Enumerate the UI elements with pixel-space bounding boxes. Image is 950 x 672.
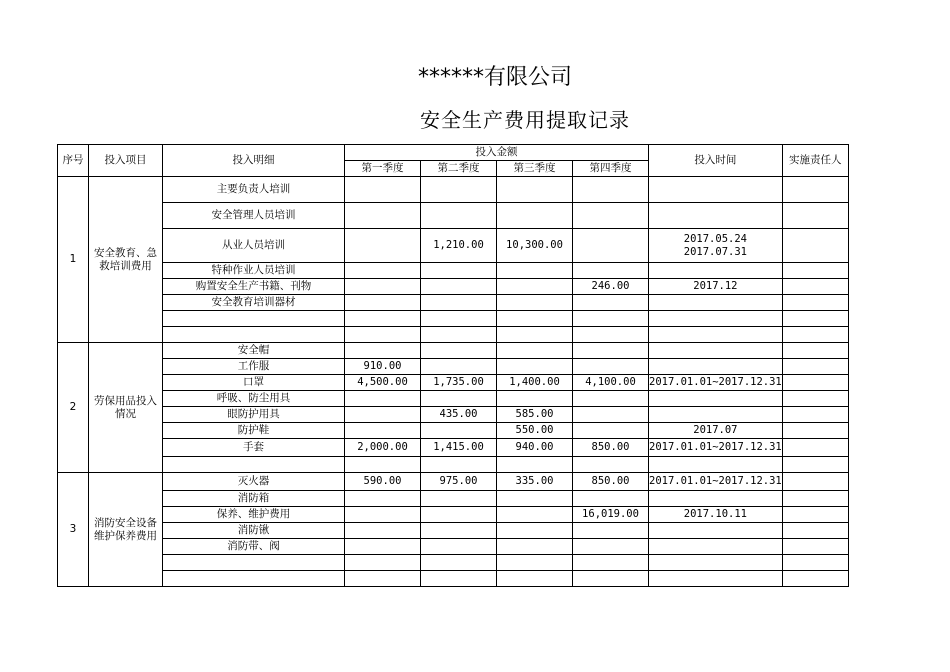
- q2-amount-cell: [421, 391, 497, 407]
- time-cell: [649, 327, 783, 343]
- q4-amount-cell: [573, 359, 649, 375]
- q1-amount-cell: [345, 327, 421, 343]
- detail-cell: 消防带、阀: [163, 539, 345, 555]
- time-cell: 2017.01.01~2017.12.31: [649, 439, 783, 457]
- q3-amount-cell: [497, 295, 573, 311]
- detail-cell: [163, 555, 345, 571]
- responsible-cell: [782, 539, 848, 555]
- responsible-cell: [782, 407, 848, 423]
- q1-amount-cell: 590.00: [345, 473, 421, 491]
- q2-amount-cell: 1,210.00: [421, 229, 497, 263]
- time-cell: 2017.12: [649, 279, 783, 295]
- q2-amount-cell: [421, 279, 497, 295]
- q4-amount-cell: [573, 343, 649, 359]
- q4-amount-cell: [573, 457, 649, 473]
- q2-amount-cell: 1,735.00: [421, 375, 497, 391]
- q3-amount-cell: 1,400.00: [497, 375, 573, 391]
- table-row: [58, 457, 849, 473]
- detail-cell: 消防锹: [163, 523, 345, 539]
- table-row: [58, 407, 849, 423]
- q1-amount-cell: [345, 491, 421, 507]
- q3-amount-cell: 10,300.00: [497, 229, 573, 263]
- responsible-cell: [782, 177, 848, 203]
- responsible-cell: [782, 391, 848, 407]
- table-row: [58, 311, 849, 327]
- q3-amount-cell: [497, 491, 573, 507]
- time-cell: 2017.10.11: [649, 507, 783, 523]
- time-cell: [649, 457, 783, 473]
- responsible-cell: [782, 229, 848, 263]
- q1-amount-cell: 910.00: [345, 359, 421, 375]
- table-row: [58, 203, 849, 229]
- group-seq: 3: [58, 473, 89, 587]
- responsible-cell: [782, 571, 848, 587]
- q1-amount-cell: [345, 507, 421, 523]
- q1-amount-cell: [345, 555, 421, 571]
- detail-cell: 消防箱: [163, 491, 345, 507]
- q4-amount-cell: 16,019.00: [573, 507, 649, 523]
- detail-cell: 口罩: [163, 375, 345, 391]
- header-seq: 序号: [58, 145, 89, 177]
- q2-amount-cell: 975.00: [421, 473, 497, 491]
- detail-cell: 主要负责人培训: [163, 177, 345, 203]
- responsible-cell: [782, 279, 848, 295]
- q1-amount-cell: [345, 407, 421, 423]
- q2-amount-cell: [421, 295, 497, 311]
- q4-amount-cell: [573, 523, 649, 539]
- time-line-1: 2017.05.24: [683, 232, 747, 245]
- table-row: [58, 375, 849, 391]
- detail-cell: 工作服: [163, 359, 345, 375]
- q1-amount-cell: [345, 177, 421, 203]
- responsible-cell: [782, 523, 848, 539]
- time-cell: [649, 407, 783, 423]
- q1-amount-cell: [345, 571, 421, 587]
- responsible-cell: [782, 423, 848, 439]
- header-amount: 投入金额: [345, 145, 649, 161]
- detail-cell: 灭火器: [163, 473, 345, 491]
- header-q2: 第二季度: [421, 161, 497, 177]
- q4-amount-cell: [573, 203, 649, 229]
- table-row: [58, 523, 849, 539]
- time-cell: [649, 177, 783, 203]
- responsible-cell: [782, 327, 848, 343]
- time-cell: [649, 491, 783, 507]
- time-cell: [649, 523, 783, 539]
- q4-amount-cell: [573, 263, 649, 279]
- responsible-cell: [782, 295, 848, 311]
- q1-amount-cell: [345, 229, 421, 263]
- header-item: 投入项目: [89, 145, 163, 177]
- q2-amount-cell: [421, 263, 497, 279]
- table-row: [58, 359, 849, 375]
- q1-amount-cell: 4,500.00: [345, 375, 421, 391]
- q3-amount-cell: [497, 343, 573, 359]
- q4-amount-cell: [573, 391, 649, 407]
- group-seq: 1: [58, 177, 89, 343]
- table-row: [58, 279, 849, 295]
- q1-amount-cell: [345, 423, 421, 439]
- responsible-cell: [782, 439, 848, 457]
- expense-record-table: [57, 144, 849, 587]
- q2-amount-cell: [421, 177, 497, 203]
- q1-amount-cell: [345, 263, 421, 279]
- time-cell: [649, 571, 783, 587]
- q3-amount-cell: 335.00: [497, 473, 573, 491]
- detail-cell: 防护鞋: [163, 423, 345, 439]
- q3-amount-cell: [497, 311, 573, 327]
- table-row: [58, 539, 849, 555]
- detail-cell: 手套: [163, 439, 345, 457]
- table-row: [58, 423, 849, 439]
- q3-amount-cell: [497, 263, 573, 279]
- time-cell: 2017.01.01~2017.12.31: [649, 473, 783, 491]
- responsible-cell: [782, 555, 848, 571]
- responsible-cell: [782, 375, 848, 391]
- q3-amount-cell: [497, 391, 573, 407]
- q1-amount-cell: [345, 523, 421, 539]
- table-row: [58, 391, 849, 407]
- q3-amount-cell: [497, 327, 573, 343]
- header-q4: 第四季度: [573, 161, 649, 177]
- time-cell: [649, 555, 783, 571]
- time-cell: [649, 539, 783, 555]
- q2-amount-cell: 1,415.00: [421, 439, 497, 457]
- group-item: 安全教育、急救培训费用: [89, 177, 163, 343]
- document-title: 安全生产费用提取记录: [420, 108, 630, 132]
- table-row: [58, 327, 849, 343]
- q3-amount-cell: [497, 177, 573, 203]
- q3-amount-cell: [497, 555, 573, 571]
- q3-amount-cell: [497, 523, 573, 539]
- header-q3: 第三季度: [497, 161, 573, 177]
- q2-amount-cell: [421, 539, 497, 555]
- q1-amount-cell: [345, 391, 421, 407]
- q4-amount-cell: [573, 229, 649, 263]
- q4-amount-cell: [573, 423, 649, 439]
- table-row: [58, 263, 849, 279]
- q1-amount-cell: [345, 279, 421, 295]
- responsible-cell: [782, 507, 848, 523]
- detail-cell: 从业人员培训: [163, 229, 345, 263]
- table-row: [58, 507, 849, 523]
- q2-amount-cell: [421, 507, 497, 523]
- q1-amount-cell: [345, 203, 421, 229]
- responsible-cell: [782, 359, 848, 375]
- table-row: [58, 491, 849, 507]
- q4-amount-cell: [573, 295, 649, 311]
- time-cell: 2017.07: [649, 423, 783, 439]
- q3-amount-cell: [497, 279, 573, 295]
- q2-amount-cell: [421, 327, 497, 343]
- header-row-1: [58, 145, 849, 161]
- responsible-cell: [782, 473, 848, 491]
- q3-amount-cell: [497, 203, 573, 229]
- q2-amount-cell: [421, 571, 497, 587]
- q2-amount-cell: [421, 359, 497, 375]
- q4-amount-cell: [573, 327, 649, 343]
- time-cell: [649, 311, 783, 327]
- detail-cell: [163, 327, 345, 343]
- detail-cell: 安全管理人员培训: [163, 203, 345, 229]
- header-q1: 第一季度: [345, 161, 421, 177]
- q2-amount-cell: [421, 311, 497, 327]
- responsible-cell: [782, 491, 848, 507]
- q3-amount-cell: [497, 507, 573, 523]
- detail-cell: [163, 571, 345, 587]
- q1-amount-cell: [345, 343, 421, 359]
- table-row: [58, 343, 849, 359]
- time-cell: [649, 343, 783, 359]
- time-cell: [649, 391, 783, 407]
- time-cell: 2017.01.01~2017.12.31: [649, 375, 783, 391]
- q4-amount-cell: [573, 407, 649, 423]
- group-item: 劳保用品投入情况: [89, 343, 163, 473]
- detail-cell: 安全教育培训器材: [163, 295, 345, 311]
- q2-amount-cell: 435.00: [421, 407, 497, 423]
- q1-amount-cell: [345, 539, 421, 555]
- detail-cell: [163, 457, 345, 473]
- q3-amount-cell: 550.00: [497, 423, 573, 439]
- q4-amount-cell: 246.00: [573, 279, 649, 295]
- table-row: [58, 473, 849, 491]
- q1-amount-cell: [345, 457, 421, 473]
- q4-amount-cell: [573, 177, 649, 203]
- q3-amount-cell: [497, 359, 573, 375]
- header-responsible: 实施责任人: [782, 145, 848, 177]
- responsible-cell: [782, 263, 848, 279]
- company-name: ******有限公司: [417, 65, 572, 90]
- q2-amount-cell: [421, 203, 497, 229]
- q2-amount-cell: [421, 343, 497, 359]
- q1-amount-cell: [345, 311, 421, 327]
- time-cell: [649, 263, 783, 279]
- q1-amount-cell: [345, 295, 421, 311]
- detail-cell: 眼防护用具: [163, 407, 345, 423]
- q3-amount-cell: 940.00: [497, 439, 573, 457]
- q4-amount-cell: [573, 539, 649, 555]
- q3-amount-cell: [497, 457, 573, 473]
- table-row: [58, 177, 849, 203]
- table-row: [58, 229, 849, 263]
- q2-amount-cell: [421, 423, 497, 439]
- q2-amount-cell: [421, 555, 497, 571]
- responsible-cell: [782, 311, 848, 327]
- detail-cell: 保养、维护费用: [163, 507, 345, 523]
- q4-amount-cell: 4,100.00: [573, 375, 649, 391]
- responsible-cell: [782, 343, 848, 359]
- q2-amount-cell: [421, 491, 497, 507]
- q3-amount-cell: [497, 571, 573, 587]
- q2-amount-cell: [421, 457, 497, 473]
- detail-cell: 安全帽: [163, 343, 345, 359]
- q4-amount-cell: 850.00: [573, 473, 649, 491]
- q4-amount-cell: [573, 491, 649, 507]
- detail-cell: 购置安全生产书籍、刊物: [163, 279, 345, 295]
- q4-amount-cell: 850.00: [573, 439, 649, 457]
- time-cell: [649, 203, 783, 229]
- table-row: [58, 295, 849, 311]
- q4-amount-cell: [573, 571, 649, 587]
- table-row: [58, 439, 849, 457]
- table-row: [58, 555, 849, 571]
- q1-amount-cell: 2,000.00: [345, 439, 421, 457]
- q4-amount-cell: [573, 311, 649, 327]
- q4-amount-cell: [573, 555, 649, 571]
- q3-amount-cell: [497, 539, 573, 555]
- header-detail: 投入明细: [163, 145, 345, 177]
- responsible-cell: [782, 203, 848, 229]
- detail-cell: [163, 311, 345, 327]
- time-line-2: 2017.07.31: [683, 245, 747, 258]
- time-cell: [649, 359, 783, 375]
- header-time: 投入时间: [649, 145, 783, 177]
- q3-amount-cell: 585.00: [497, 407, 573, 423]
- time-cell: [649, 295, 783, 311]
- responsible-cell: [782, 457, 848, 473]
- detail-cell: 特种作业人员培训: [163, 263, 345, 279]
- time-cell: [649, 229, 783, 263]
- group-seq: 2: [58, 343, 89, 473]
- table-row: [58, 571, 849, 587]
- detail-cell: 呼吸、防尘用具: [163, 391, 345, 407]
- group-item: 消防安全设备维护保养费用: [89, 473, 163, 587]
- q2-amount-cell: [421, 523, 497, 539]
